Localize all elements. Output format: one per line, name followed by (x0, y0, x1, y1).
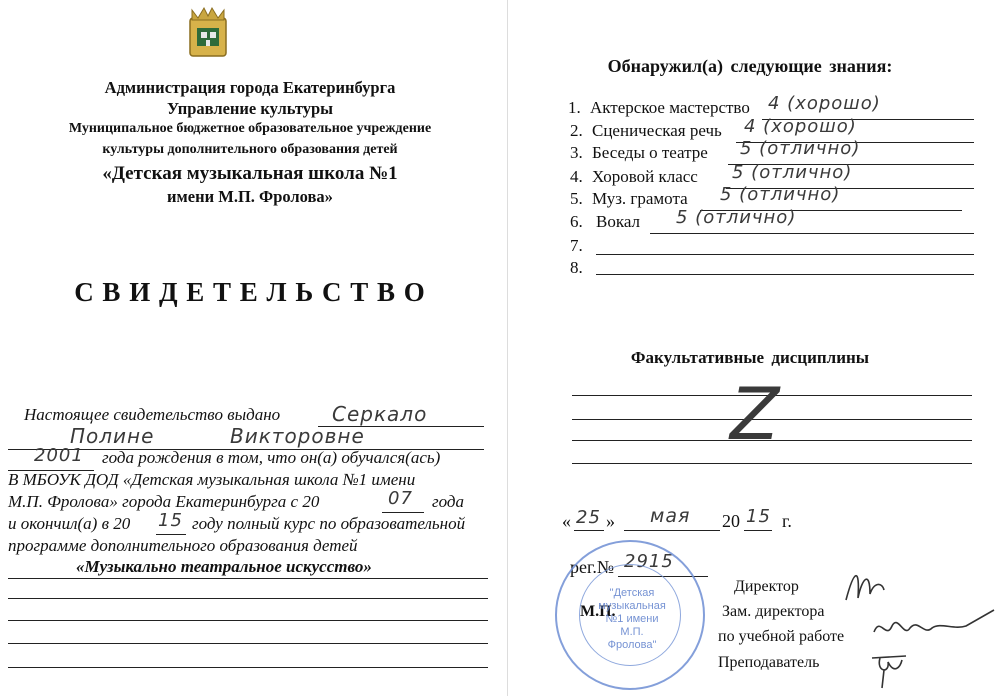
subject-num-4: 4. (570, 167, 583, 186)
header-city-admin: Администрация города Екатеринбурга (104, 78, 396, 97)
program-name: «Музыкально театральное искусство» (76, 557, 372, 576)
date-century: 20 (722, 511, 740, 531)
electives-title: Факультативные дисциплины (630, 348, 870, 367)
teacher-signature-icon (866, 648, 916, 692)
knowledge-title: Обнаружил(а) следующие знания: (607, 56, 893, 76)
coat-of-arms-icon (186, 4, 230, 60)
date-open-quote: « (562, 511, 571, 531)
subject-grade-4: 5 (отлично) (732, 162, 853, 183)
name-value: Полине (70, 424, 155, 448)
subject-num-1: 1. (568, 98, 581, 117)
subject-name-1: Актерское мастерство (590, 98, 750, 117)
patronymic-value: Викторовне (230, 424, 365, 448)
date-month: мая (650, 505, 691, 527)
body-line-5a: и окончил(а) в 20 (8, 514, 131, 533)
reg-label: рег.№ (570, 557, 615, 577)
header-school-name: «Детская музыкальная школа №1 (102, 163, 398, 184)
issued-to-label: Настоящее свидетельство выдано (24, 405, 281, 424)
header-school-name-2: имени М.П. Фролова» (167, 187, 333, 206)
electives-dash-mark: Z (730, 372, 781, 456)
subject-name-4: Хоровой класс (592, 167, 698, 186)
body-line-6: программе дополнительного образования детей (8, 536, 358, 555)
subject-name-6: Вокал (596, 212, 641, 231)
seal-text: "Детская музыкальная №1 имени М.П. Фролова" (598, 587, 666, 651)
body-line-4a: М.П. Фролова» города Екатеринбурга с 20 (8, 492, 320, 511)
signature-teacher-label: Преподаватель (718, 654, 820, 671)
subject-grade-6: 5 (отлично) (676, 207, 797, 228)
birth-suffix: года рождения в том, что он(а) обучался(ась) (102, 448, 441, 467)
birth-year-value: 2001 (34, 445, 84, 466)
signature-deputy-label: Зам. директора (722, 603, 825, 620)
mp-label: М.П. (580, 603, 616, 620)
director-signature-icon (840, 560, 890, 610)
deputy-signature-icon (870, 606, 998, 646)
body-line-3: В МБОУК ДОД «Детская музыкальная школа №1 имени (8, 470, 416, 489)
subject-num-3: 3. (570, 143, 583, 162)
subject-grade-2: 4 (хорошо) (744, 116, 857, 137)
school-seal-icon (555, 540, 705, 690)
end-year-value: 15 (158, 510, 183, 531)
subject-name-3: Беседы о театре (592, 143, 708, 162)
header-institution-2: культуры дополнительного образования детей (102, 142, 398, 157)
subject-num-5: 5. (570, 189, 583, 208)
signature-academic-label: по учебной работе (718, 628, 845, 645)
page-title: С В И Д Е Т Е Л Ь С Т В О (74, 277, 426, 307)
date-day: 25 (576, 507, 601, 528)
subject-num-6: 6. (570, 212, 583, 231)
subject-grade-1: 4 (хорошо) (768, 93, 881, 114)
reg-number: 2915 (624, 551, 674, 572)
body-line-5b: году полный курс по образовательной (192, 514, 466, 533)
surname-value: Серкало (332, 402, 428, 426)
signature-director-label: Директор (734, 578, 799, 595)
subject-name-2: Сценическая речь (592, 121, 722, 140)
header-culture-dept: Управление культуры (166, 99, 334, 118)
subject-grade-5: 5 (отлично) (720, 184, 841, 205)
start-year-value: 07 (388, 488, 413, 509)
date-year: 15 (746, 506, 771, 527)
date-suffix: г. (782, 511, 792, 531)
subject-grade-3: 5 (отлично) (740, 138, 861, 159)
date-close-quote: » (606, 511, 615, 531)
subject-num-7: 7. (570, 236, 583, 255)
subject-num-2: 2. (570, 121, 583, 140)
subject-name-5: Муз. грамота (592, 189, 688, 208)
subject-num-8: 8. (570, 258, 583, 277)
header-institution-1: Муниципальное бюджетное образовательное учреждение (68, 121, 432, 136)
body-line-4b: года (432, 492, 465, 511)
